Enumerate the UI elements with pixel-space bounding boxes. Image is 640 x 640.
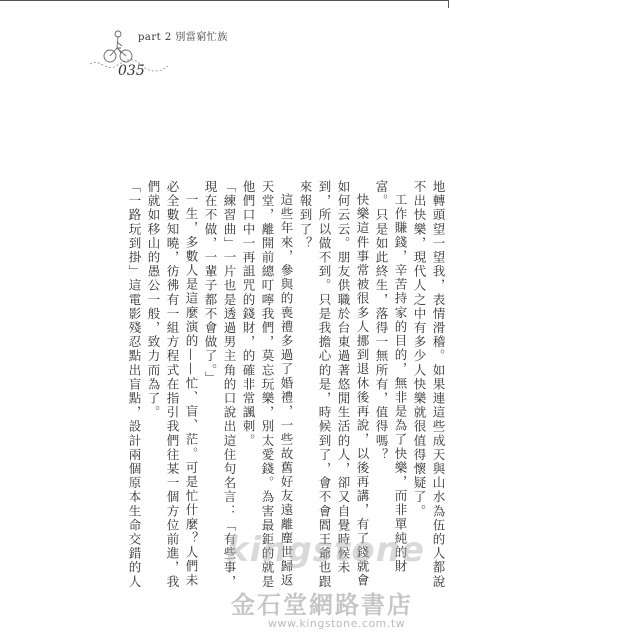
watermark-chinese: 金石堂網路書店 — [231, 590, 413, 619]
paragraph-7: 「一路玩到掛」這電影殘忍點出盲點，設計兩個原本生命交錯的人 — [127, 180, 142, 589]
paragraph-6: 一生，多數人是這麼演的——忙、盲、茫。可是忙什麼？人們未必全數知曉，彷彿有一組方程式在指引我們往某一個方位前進，我們就如移山的愚公一般，致力而為了。 — [146, 180, 199, 589]
paragraph-1: 地轉頭望一望我，表情滑稽。如果連這些成天與山水為伍的人都說不出快樂，現代人之中有多少人快樂就很值得懷疑了。 — [412, 180, 446, 589]
paragraph-5: 「練習曲」一片也是透過男主角的口說出這住句名言：「有些事，現在不做，一輩子都不會做了。」 — [203, 180, 237, 589]
paragraph-3: 快樂這件事常被很多人挪到退休後再說，以後再講，有了錢就會如何云云。朋友供職於台東過著悠閒生活的人，卻又自覺時候未到，所以做不到。只是我擔心的是，時候到了，會不會閻王爺也跟來報到了？ — [298, 180, 370, 589]
watermark-brand: kingstone — [226, 530, 425, 570]
paragraph-4: 這些年來，參與的喪禮多過了婚禮，一些故舊好友遠離塵世歸返天堂，離開前總叮嚀我們，莫忘玩樂，別太愛錢。為害最鉅的就是他們口中一再詛咒的錢財，的確非常諷刺。 — [241, 180, 294, 589]
paragraph-2: 工作賺錢，辛苦持家的目的，無非是為了快樂，而非單純的財富。只是如此終生，落得一無所有，值得嗎？ — [374, 180, 408, 574]
top-rule — [0, 0, 448, 1]
watermark-url: www.kingstone.com.tw — [268, 617, 406, 630]
top-rule-edge — [448, 0, 449, 8]
part-title: part 2 別當窮忙族 — [138, 32, 228, 43]
page-number: 035 — [118, 63, 145, 79]
